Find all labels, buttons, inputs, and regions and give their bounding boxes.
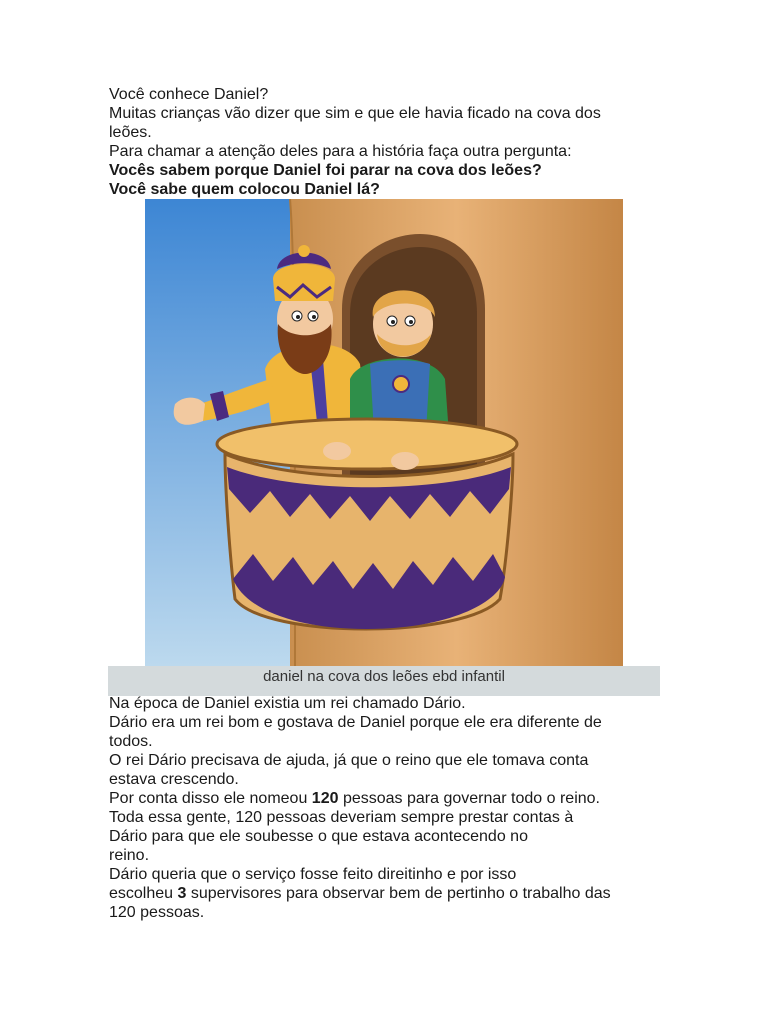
king-darius-and-daniel-illustration <box>145 199 623 666</box>
story-line <box>109 789 669 808</box>
intro-line: leões. <box>109 124 152 141</box>
story-text-fragment: supervisores para observar bem de pertinho o trabalho das <box>186 885 611 902</box>
story-line: O rei Dário precisava de ajuda, já que o reino que ele tomava conta <box>109 752 589 769</box>
number-120: 120 <box>311 790 339 807</box>
story-text-fragment: pessoas para governar todo o reino. <box>338 790 600 807</box>
story-line: Dário era um rei bom e gostava de Daniel porque ele era diferente de <box>109 714 602 731</box>
story-line: Dário queria que o serviço fosse feito direitinho e por isso <box>109 866 517 883</box>
story-line: Na época de Daniel existia um rei chamado Dário. <box>109 695 466 712</box>
story-line: 120 pessoas. <box>109 904 205 921</box>
story-text-fragment: Por conta disso ele nomeou <box>109 790 312 807</box>
intro-line: Para chamar a atenção deles para a história faça outra pergunta: <box>109 143 572 160</box>
intro-line: Você conhece Daniel? <box>109 86 269 103</box>
story-line: todos. <box>109 733 153 750</box>
story-line: Toda essa gente, 120 pessoas deveriam sempre prestar contas à <box>109 809 574 826</box>
story-line <box>109 884 669 903</box>
number-3: 3 <box>177 885 187 902</box>
figure-caption: daniel na cova dos leões ebd infantil <box>108 666 660 696</box>
story-line: reino. <box>109 847 150 864</box>
illustration <box>145 199 623 666</box>
intro-line: Muitas crianças vão dizer que sim e que ele havia ficado na cova dos <box>109 105 601 122</box>
story-text-fragment: escolheu <box>109 885 178 902</box>
story-line: Dário para que ele soubesse o que estava acontecendo no <box>109 828 528 845</box>
story-text <box>109 694 669 922</box>
intro-question: Você sabe quem colocou Daniel lá? <box>109 181 380 198</box>
intro-text <box>109 85 669 199</box>
intro-question: Vocês sabem porque Daniel foi parar na cova dos leões? <box>109 162 542 179</box>
story-line: estava crescendo. <box>109 771 239 788</box>
